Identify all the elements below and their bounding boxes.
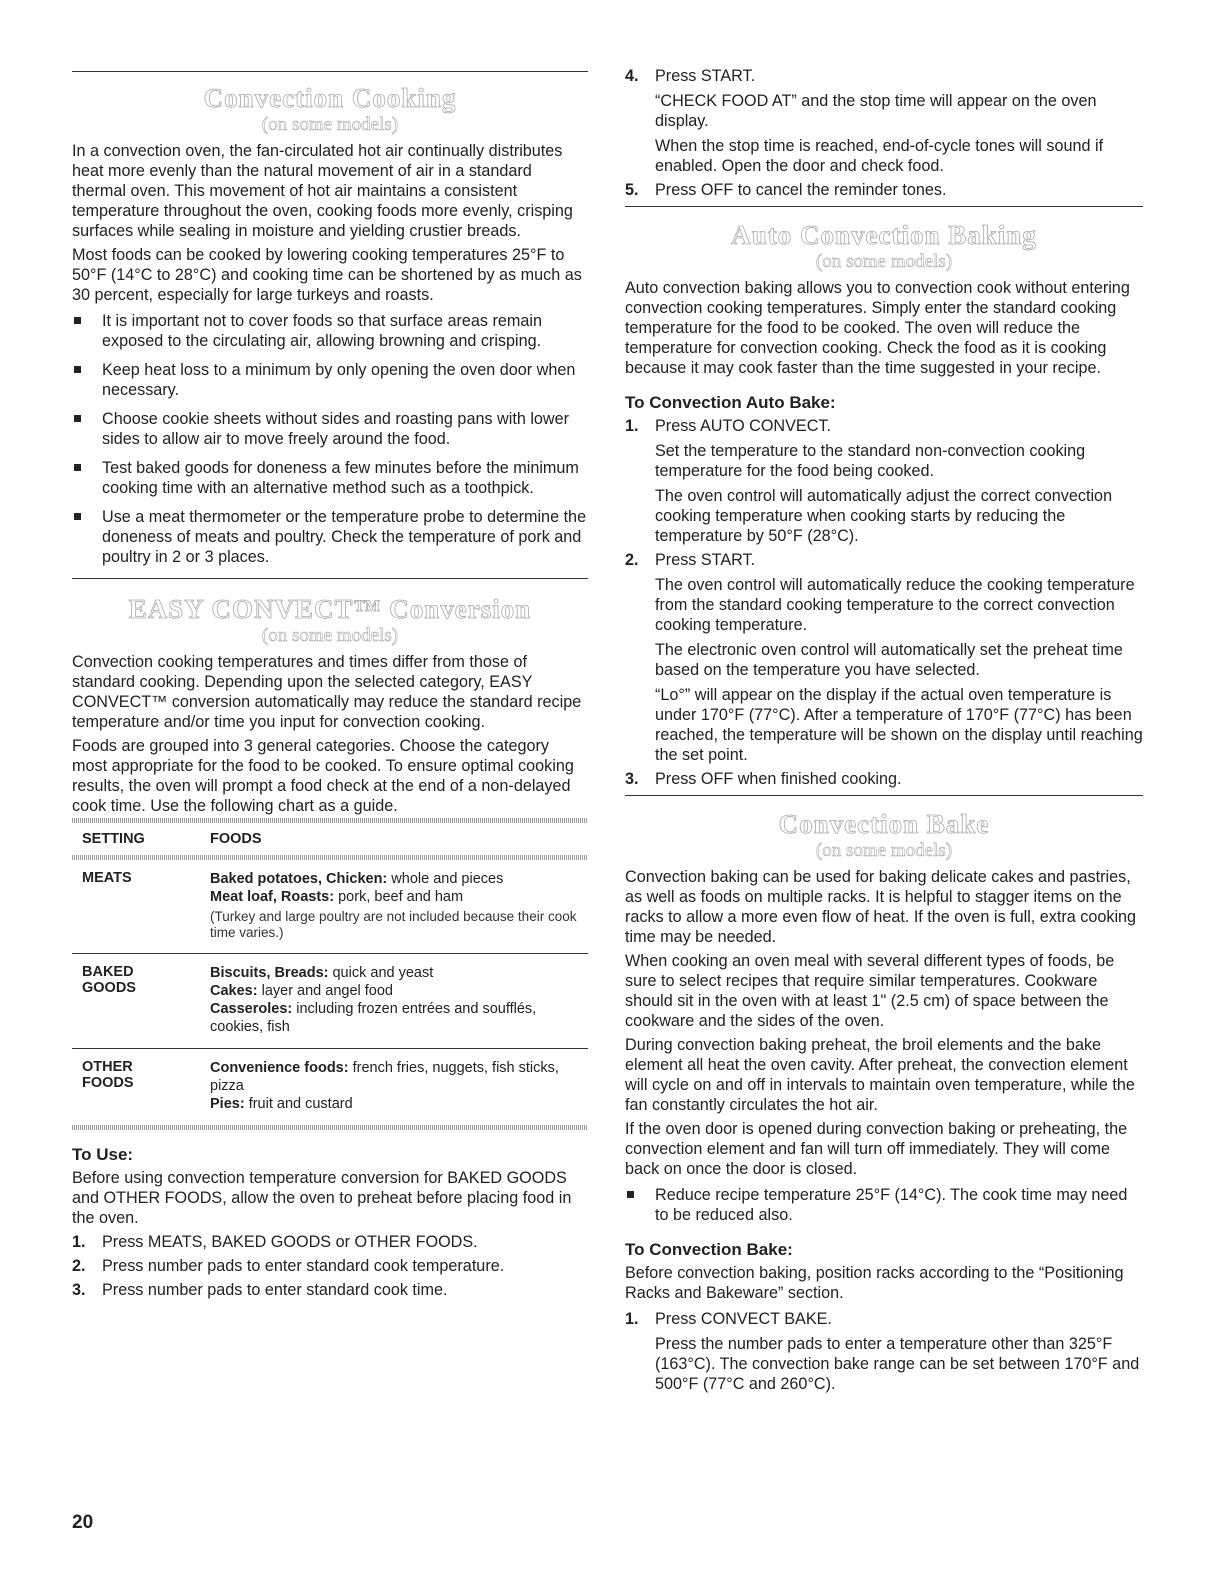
list-item: 3. Press number pads to enter standard cook time.: [72, 1281, 448, 1299]
convection-bake-title: Convection Bake: [778, 809, 990, 839]
page-number: 20: [72, 1512, 94, 1533]
list-item: 1. Press AUTO CONVECT. Set the temperature to the standard non-convection cooking temperature for the food being cooked. The oven control will automatically adjust the correct convection cooking temperature when cooking starts by reducing the temperature by 50°F (28°C).: [625, 417, 1113, 545]
list-item: It is important not to cover foods so that surface areas remain exposed to the circulating air, allowing browning and crisping.: [72, 311, 588, 351]
auto-convection-title: Auto Convection Baking: [731, 220, 1037, 250]
setting-other-foods: OTHER FOODS: [82, 1059, 134, 1091]
convection-bake-para-4: If the oven door is opened during convection baking or preheating, the convection element and fan will turn off immediately. They will come back on once the door is closed.: [625, 1120, 1128, 1178]
list-item: Choose cookie sheets without sides and roasting pans with lower sides to allow air to move freely around the food.: [72, 409, 588, 449]
table-row: [72, 860, 588, 954]
meats-note: (Turkey and large poultry are not included because their cook time varies.): [210, 909, 577, 940]
convection-cooking-para-2: Most foods can be cooked by lowering cooking temperatures 25°F to 50°F (14°C to 28°C) and cooking time can be shortened by as much as 30 percent, especially for large turkeys and roasts.: [72, 246, 582, 304]
foods-baked-goods: Biscuits, Breads: quick and yeast Cakes: layer and angel food Casseroles: including frozen entrées and soufflés, cookies, fish: [210, 954, 588, 1049]
easy-convect-intro: Convection cooking temperatures and times differ from those of standard cooking. Depending upon the selected category, EASY CONVECT™ conversion automatically may reduce the standard recipe temperature and/or time you input for convection cooking.: [72, 653, 582, 731]
easy-convect-subtitle: (on some models): [261, 625, 399, 646]
table-row: [72, 1049, 588, 1126]
convection-cooking-title: Convection Cooking: [203, 83, 457, 113]
convection-bake-para-5: Before convection baking, position racks according to the “Positioning Racks and Bakeware” section.: [625, 1264, 1124, 1302]
auto-convection-intro: Auto convection baking allows you to convection cook without entering convection cooking temperatures. Simply enter the standard cooking temperature for the food to be cooked. The oven will reduce the temperature for convection cooking. Check the food as it is cooking because it may cook faster than the time suggested in your recipe.: [625, 279, 1130, 377]
section-rule: [72, 71, 588, 72]
convection-bake-para-2: When cooking an oven meal with several different types of foods, be sure to select recipes that require similar temperatures. Cookware should sit in the oven with at least 1" (2.5 cm) of space between the cookware and the sides of the oven.: [625, 952, 1115, 1030]
list-item: 3. Press OFF when finished cooking.: [625, 770, 902, 788]
section-rule: [625, 206, 1143, 207]
to-use-steps: [72, 1232, 588, 1300]
convection-bake-heading: To Convection Bake:: [625, 1240, 793, 1259]
list-item: 1. Press MEATS, BAKED GOODS or OTHER FOODS.: [72, 1233, 478, 1251]
setting-baked-goods: BAKED GOODS: [72, 954, 210, 1049]
convection-bake-para-1: Convection baking can be used for baking delicate cakes and pastries, as well as foods on multiple racks. It is helpful to stagger items on the racks to allow a more even flow of heat. If the oven is full, extra cooking time may be needed.: [625, 868, 1137, 946]
convect-settings-table: [72, 823, 588, 1125]
setting-meats: MEATS: [72, 860, 210, 954]
to-use-steps-continued: [625, 66, 1143, 200]
section-rule: [72, 578, 588, 579]
list-item: 5. Press OFF to cancel the reminder tones.: [625, 181, 947, 199]
list-item: Test baked goods for doneness a few minutes before the minimum cooking time with an alternative method such as a toothpick.: [72, 458, 588, 498]
list-item: 2. Press number pads to enter standard cook temperature.: [72, 1257, 505, 1275]
list-item: Use a meat thermometer or the temperature probe to determine the doneness of meats and poultry. Check the temperature of pork and poultry in 2 or 3 places.: [72, 507, 588, 567]
convection-bake-para-3: During convection baking preheat, the broil elements and the bake element all heat the oven cavity. After preheat, the convection element will cycle on and off in intervals to maintain oven temperature, while the fan constantly circulates the hot air.: [625, 1036, 1135, 1114]
foods-meats: Baked potatoes, Chicken: whole and pieces Meat loaf, Roasts: pork, beef and ham (Turkey and large poultry are not included because their cook time varies.): [210, 860, 588, 954]
header-setting: SETTING: [82, 831, 145, 847]
auto-bake-steps: [625, 416, 1143, 789]
table-bottom-border: [72, 1125, 588, 1130]
auto-bake-heading: To Convection Auto Bake:: [625, 393, 836, 412]
table-header-row: [72, 823, 588, 855]
convection-bake-tips: [625, 1185, 1143, 1225]
easy-convect-title: EASY CONVECT™ Conversion: [128, 594, 532, 624]
to-use-para: Before using convection temperature conversion for BAKED GOODS and OTHER FOODS, allow the oven to preheat before placing food in the oven.: [72, 1169, 572, 1227]
header-foods: FOODS: [210, 831, 262, 847]
to-use-heading: To Use:: [72, 1145, 134, 1164]
list-item: 4. Press START. “CHECK FOOD AT” and the stop time will appear on the oven display. When the stop time is reached, end-of-cycle tones will sound if enabled. Open the door and check food.: [625, 67, 1104, 175]
convection-bake-subtitle: (on some models): [815, 840, 953, 861]
convection-bake-steps: [625, 1309, 1143, 1394]
auto-convection-subtitle: (on some models): [815, 251, 953, 272]
convection-cooking-intro: In a convection oven, the fan-circulated hot air continually distributes heat more evenly than the natural movement of air in a standard thermal oven. This movement of hot air maintains a consistent temperature throughout the oven, cooking foods more evenly, crisping surfaces while sealing in moisture and yielding crustier breads.: [72, 142, 573, 240]
convection-cooking-tips: [72, 311, 588, 567]
convection-cooking-subtitle: (on some models): [261, 114, 399, 135]
table-row: [72, 954, 588, 1049]
easy-convect-para-2: Foods are grouped into 3 general categories. Choose the category most appropriate for the food to be cooked. To ensure optimal cooking results, the oven will prompt a food check at the end of a non-delayed cook time. Use the following chart as a guide.: [72, 737, 574, 815]
section-rule: [625, 795, 1143, 796]
left-column: [72, 0, 588, 1304]
list-item: 2. Press START. The oven control will automatically reduce the cooking temperature from the standard cooking temperature to the correct convection cooking temperature. The electronic oven control will automatically set the preheat time based on the temperature you have selected. “Lo°” will appear on the display if the actual oven temperature is under 170°F (77°C). After a temperature of 170°F (77°C) has been reached, the temperature will be shown on the display until reaching the set point.: [625, 551, 1143, 764]
right-column: [625, 0, 1143, 1398]
list-item: Keep heat loss to a minimum by only opening the oven door when necessary.: [72, 360, 588, 400]
list-item: Reduce recipe temperature 25°F (14°C). The cook time may need to be reduced also.: [625, 1185, 1143, 1225]
list-item: 1. Press CONVECT BAKE. Press the number pads to enter a temperature other than 325°F (163°C). The convection bake range can be set between 170°F and 500°F (77°C and 260°C).: [625, 1310, 1140, 1393]
foods-other: Convenience foods: french fries, nuggets, fish sticks, pizza Pies: fruit and custard: [210, 1060, 559, 1112]
